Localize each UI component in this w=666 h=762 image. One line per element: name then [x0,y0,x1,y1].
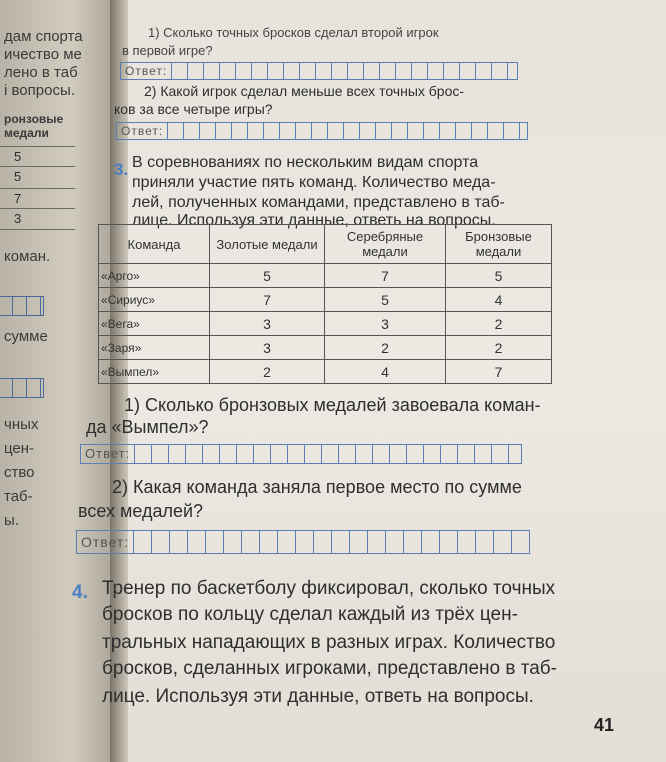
table-row [99,312,552,336]
left-page-line: ронзовые [4,112,64,126]
left-page-line: коман. [4,248,51,265]
task3-q1-line1: 1) Сколько бронзовых медалей завоевала коман- [124,395,541,415]
table-cell: 7 [446,360,552,384]
table-row [99,336,552,360]
answer-label: Ответ: [121,63,172,79]
answer-label: Ответ: [81,445,135,463]
task2-q1-line2: в первой игре? [122,43,213,58]
answer-cells [172,63,517,79]
table-header-silver: Серебряные медали [325,225,446,264]
table-cell-team: «Сириус» [99,288,210,312]
page-number: 41 [594,715,615,735]
left-page-cell: 3 [14,211,22,226]
left-page-line: лено в таб [4,64,78,81]
task4-text-line: тральных нападающих в разных играх. Количество [102,632,556,653]
left-page-cell: 5 [14,149,22,164]
left-page-line: таб- [4,488,33,505]
task2-q2-line2: ков за все четыре игры? [114,101,273,117]
medals-table [98,224,552,384]
table-cell-team: «Вымпел» [99,360,210,384]
left-page-line: цен- [4,440,35,457]
task2-q1-answer-field[interactable] [120,62,518,80]
left-page-line: ичество ме [4,46,82,63]
task2-q2-answer-field[interactable] [116,122,528,140]
task4-number: 4. [72,582,88,603]
table-cell: 2 [446,312,552,336]
table-cell: 3 [210,312,325,336]
left-page-answer-cells [0,378,44,398]
task3-number: 3. [114,160,129,179]
left-page-line: дам спорта [4,28,83,45]
answer-cells [168,123,527,139]
table-cell: 5 [446,264,552,288]
left-page-line: сумме [4,328,48,345]
task3-q2-line1: 2) Какая команда заняла первое место по сумме [112,477,522,497]
left-page-line: медали [4,126,49,140]
task3-text-line: лей, полученных командами, представлено в таб- [132,194,505,211]
table-cell: 5 [325,288,446,312]
answer-label: Ответ: [77,531,134,553]
table-header-gold: Золотые медали [210,225,325,264]
task4-text-line: бросков по кольцу сделал каждый из трёх цен- [102,604,518,625]
task4-text-line: лице. Используя эти данные, ответь на вопросы. [102,686,534,707]
left-page-cell: 7 [14,191,22,206]
task3-text-line: приняли участие пять команд. Количество меда- [132,174,496,191]
table-cell: 3 [325,312,446,336]
task3-text-line: лице. Используя эти данные, ответь на вопросы. [132,212,496,229]
table-cell: 7 [325,264,446,288]
table-cell: 2 [325,336,446,360]
table-header-bronze: Бронзовые медали [446,225,552,264]
table-cell: 3 [210,336,325,360]
task2-q2-line1: 2) Какой игрок сделал меньше всех точных брос- [144,83,465,99]
task4-text-line: бросков, сделанных игроками, представлено в таб- [102,658,557,679]
table-cell: 5 [210,264,325,288]
task4-text-line: Тренер по баскетболу фиксировал, сколько точных [102,578,556,599]
table-cell-team: «Заря» [99,336,210,360]
table-header-team: Команда [99,225,210,264]
table-cell: 4 [325,360,446,384]
left-page-line: ство [4,464,35,481]
table-cell: 7 [210,288,325,312]
left-page-answer-cells [0,296,44,316]
task3-q1-line2: да «Вымпел»? [86,417,209,437]
answer-label: Ответ: [117,123,168,139]
table-cell-team: «Арго» [99,264,210,288]
task3-text-line: В соревнованиях по нескольким видам спорта [132,154,479,171]
left-page-line: чных [4,416,39,433]
task2-q1-line1: 1) Сколько точных бросков сделал второй игрок [148,25,439,40]
table-cell: 2 [446,336,552,360]
table-header-row [99,225,552,264]
table-cell: 2 [210,360,325,384]
table-cell-team: «Вега» [99,312,210,336]
table-row [99,288,552,312]
table-cell: 4 [446,288,552,312]
task3-q2-line2: всех медалей? [78,501,204,521]
left-page-cell: 5 [14,169,22,184]
left-page-line: ы. [4,512,19,529]
left-page-line: і вопросы. [4,82,75,99]
table-row [99,360,552,384]
table-row [99,264,552,288]
